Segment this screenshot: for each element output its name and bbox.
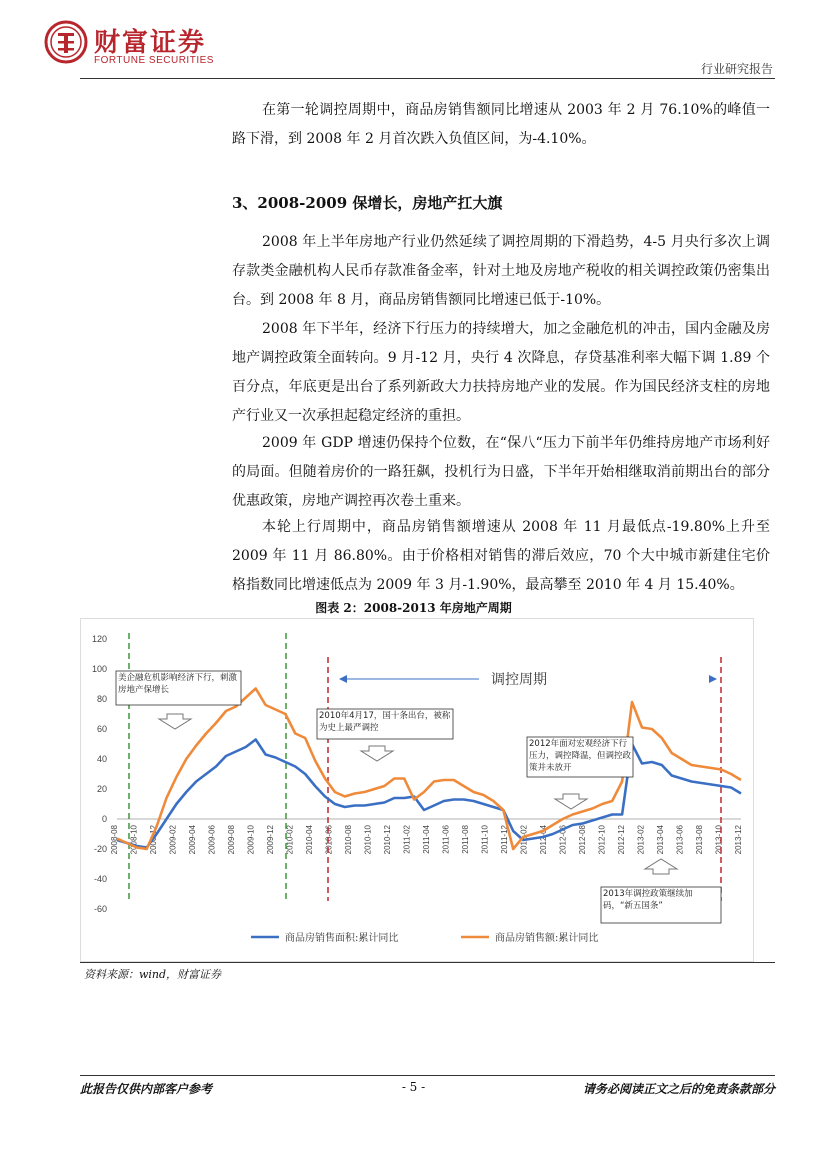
hollow-arrow-4 xyxy=(645,859,677,874)
x-tick-label: 2009-06 xyxy=(207,825,217,855)
header-divider xyxy=(80,78,775,79)
chart-container xyxy=(80,618,754,962)
section-title: 3、2008-2009 保增长，房地产扛大旗 xyxy=(232,194,503,212)
hollow-arrow-2 xyxy=(361,746,393,761)
y-tick-label: 40 xyxy=(96,754,107,764)
x-tick-label: 2009-04 xyxy=(188,825,197,855)
x-tick-label: 2012-12 xyxy=(617,825,626,855)
legend-label-1: 商品房销售面积:累计同比 xyxy=(285,933,399,944)
x-axis xyxy=(110,819,743,854)
x-tick-label: 2012-02 xyxy=(519,825,529,855)
x-tick-label: 2008-08 xyxy=(110,825,119,855)
x-tick-label: 2011-02 xyxy=(402,825,412,854)
y-tick-label: -60 xyxy=(93,904,107,914)
y-tick-label: 80 xyxy=(96,694,107,704)
x-tick-label: 2011-10 xyxy=(480,825,490,854)
paragraph-4: 2009 年 GDP 增速仍保持个位数，在“保八“压力下前半年仍维持房地产市场利好的局面。但随着房价的一路狂飙，投机行为日盛，下半年开始相继取消前期出台的部分优惠政策，房地产调控再次卷土重来。 xyxy=(232,435,770,509)
company-logo xyxy=(44,20,219,68)
y-tick-label: 20 xyxy=(96,784,107,794)
chart-legend xyxy=(251,931,598,944)
y-tick-label: 100 xyxy=(91,664,107,674)
footer-disclaimer-right: 请务必阅读正文之后的免责条款部分 xyxy=(582,1082,775,1096)
y-tick-label: 0 xyxy=(101,814,107,824)
footer-divider xyxy=(80,1075,775,1076)
figure-title: 图表 2：2008-2013 年房地产周期 xyxy=(315,601,512,615)
legend-label-2: 商品房销售额:累计同比 xyxy=(495,933,599,944)
y-tick-label: -40 xyxy=(93,874,107,884)
y-tick-label: 120 xyxy=(91,634,107,644)
x-tick-label: 2013-08 xyxy=(695,825,704,855)
x-tick-label: 2012-08 xyxy=(578,825,587,855)
x-tick-label: 2009-10 xyxy=(246,825,256,855)
x-tick-label: 2013-10 xyxy=(714,825,724,855)
paragraph-5: 本轮上行周期中，商品房销售额增速从 2008 年 11 月最低点-19.80%上升至 2009 年 11 月 86.80%。由于价格相对销售的滞后效应，70 个大中城市新建住宅价格指数同比增速低点为 2009 年 3 月-1.90%，最高攀至 2010 年 4 月 15.40%。 xyxy=(232,519,770,593)
x-tick-label: 2012-04 xyxy=(539,825,548,855)
y-axis xyxy=(92,634,107,914)
hollow-arrow-3 xyxy=(555,794,587,809)
page-number: - 5 - xyxy=(401,1080,426,1094)
x-tick-label: 2008-12 xyxy=(149,825,158,855)
footer-disclaimer-left: 此报告仅供内部客户参考 xyxy=(80,1082,213,1096)
x-tick-label: 2011-04 xyxy=(422,825,431,854)
x-tick-label: 2011-06 xyxy=(441,825,451,854)
x-tick-label: 2013-12 xyxy=(734,825,743,855)
line-chart xyxy=(81,619,753,961)
annotation-text-1: 美企融危机影响经济下行，刺激房地产保增长 xyxy=(118,673,238,695)
paragraph-3: 2008 年下半年，经济下行压力的持续增大，加之金融危机的冲击，国内金融及房地产调控政策全面转向。9 月-12 月，央行 4 次降息，存贷基准利率大幅下调 1.89 个百分点，年底更是出台了系列新政大力扶持房地产业的发展。作为国民经济支柱的房地产行业又一次承担起稳定经济的重担。 xyxy=(232,321,770,424)
annotation-text-3: 2012年面对宏观经济下行压力，调控降温，但调控政策并未放开 xyxy=(529,739,631,773)
source-note: 资料来源：wind，财富证券 xyxy=(84,968,222,981)
x-tick-label: 2010-06 xyxy=(324,825,334,855)
figure-divider xyxy=(80,962,775,963)
x-tick-label: 2010-12 xyxy=(383,825,392,855)
x-tick-label: 2010-04 xyxy=(305,825,314,855)
x-tick-label: 2013-02 xyxy=(636,825,646,855)
x-tick-label: 2008-10 xyxy=(129,825,139,855)
x-tick-label: 2009-12 xyxy=(266,825,275,855)
x-tick-label: 2009-02 xyxy=(168,825,178,855)
x-tick-label: 2010-08 xyxy=(344,825,353,855)
x-tick-label: 2010-02 xyxy=(285,825,295,855)
x-tick-label: 2011-12 xyxy=(500,825,509,854)
y-tick-label: 60 xyxy=(96,724,107,734)
report-type-label: 行业研究报告 xyxy=(700,62,773,76)
x-tick-label: 2011-08 xyxy=(461,825,470,854)
x-tick-label: 2012-06 xyxy=(558,825,568,855)
hollow-arrow-1 xyxy=(159,714,191,729)
y-tick-label: -20 xyxy=(93,844,107,854)
x-tick-label: 2013-06 xyxy=(675,825,685,855)
x-tick-label: 2010-10 xyxy=(363,825,373,855)
x-tick-label: 2009-08 xyxy=(227,825,236,855)
fortune-seal-icon xyxy=(44,20,88,64)
cycle-arrow-left-head xyxy=(339,675,347,683)
company-name-en: FORTUNE SECURITIES xyxy=(94,55,214,66)
x-tick-label: 2012-10 xyxy=(597,825,607,855)
company-name-cn: 财富证券 xyxy=(94,28,207,58)
cycle-arrow-right-head xyxy=(709,675,717,683)
paragraph-1: 在第一轮调控周期中，商品房销售额同比增速从 2003 年 2 月 76.10%的峰值一路下滑，到 2008 年 2 月首次跌入负值区间，为-4.10%。 xyxy=(232,102,770,147)
annotation-text-2: 2010年4月17，国十条出台，被称为史上最严调控 xyxy=(319,711,451,733)
cycle-label: 调控周期 xyxy=(491,672,547,688)
annotation-text-4: 2013年调控政策继续加码，“新五国条” xyxy=(603,889,693,911)
x-tick-label: 2013-04 xyxy=(656,825,665,855)
paragraph-2: 2008 年上半年房地产行业仍然延续了调控周期的下滑趋势，4-5 月央行多次上调存款类金融机构人民币存款准备金率，针对土地及房地产税收的相关调控政策仍密集出台。到 2008 年 8 月，商品房销售额同比增速已低于-10%。 xyxy=(232,234,770,308)
